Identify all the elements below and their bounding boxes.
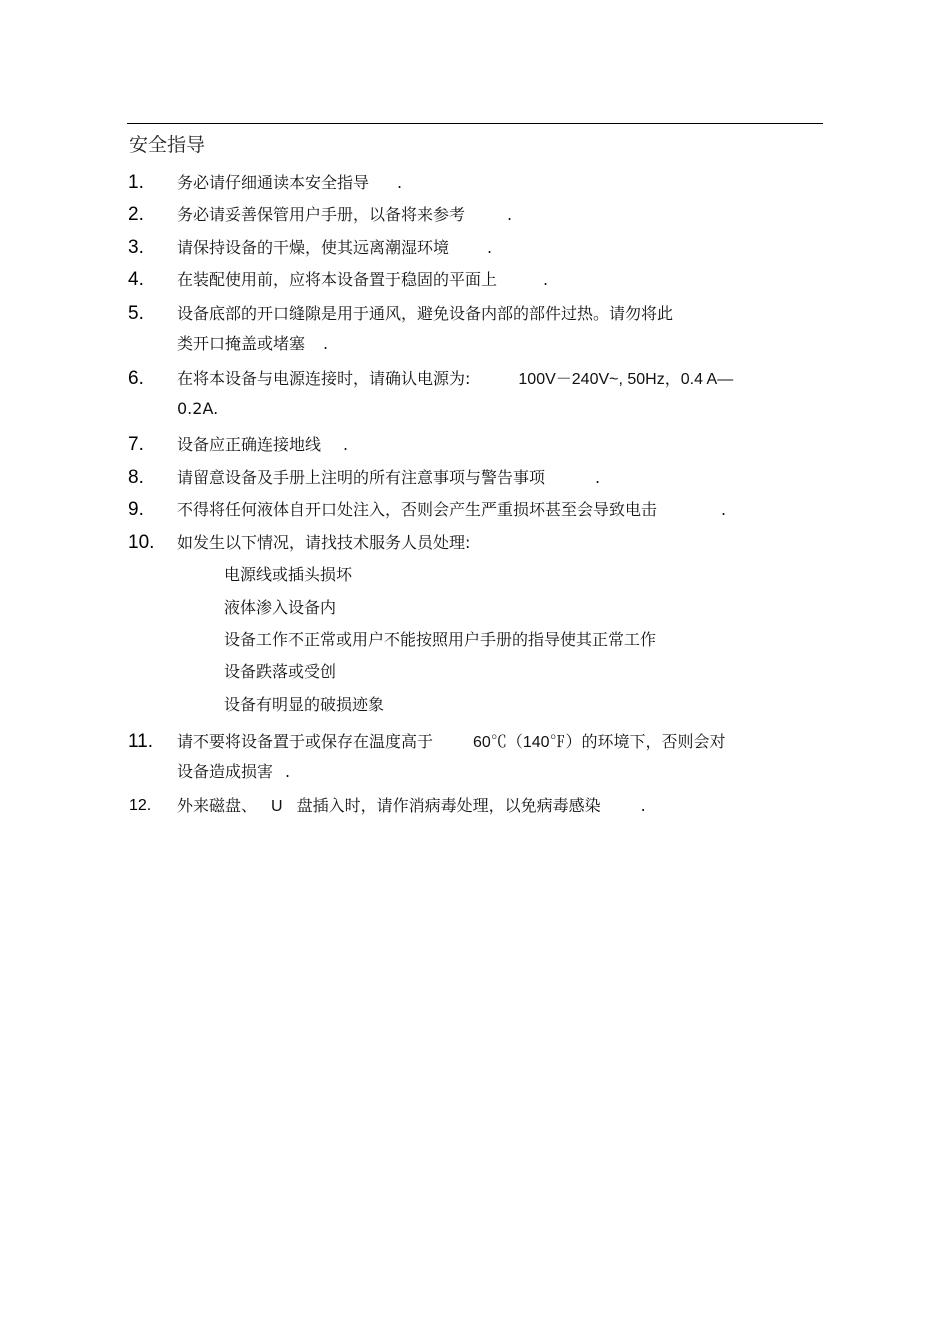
item-number: 11. (128, 731, 154, 752)
item-text: 务必请妥善保管用户手册，以备将来参考 . (177, 205, 513, 224)
sub-item: 液体渗入设备内 (224, 598, 337, 617)
item-number: 10. (128, 532, 155, 553)
header-rule (127, 123, 823, 124)
sub-item: 电源线或插头损坏 (224, 565, 353, 584)
item-text-continued: 设备造成损害 . (177, 762, 291, 781)
item-number: 8. (128, 467, 144, 488)
item-number: 1. (128, 172, 144, 193)
item-text: 在装配使用前，应将本设备置于稳固的平面上 . (177, 270, 549, 289)
item-number: 4. (128, 269, 144, 290)
item-text: 请不要将设备置于或保存在温度高于 60℃（140℉）的环境下，否则会对 (177, 732, 726, 751)
item-text: 在将本设备与电源连接时，请确认电源为: 100V－240V~, 50Hz，0.4 A— (177, 369, 734, 388)
item-number: 9. (128, 499, 144, 520)
sub-item: 设备跌落或受创 (224, 662, 337, 681)
page-title: 安全指导 (129, 134, 206, 156)
item-number: 5. (128, 303, 144, 324)
item-text-continued: 类开口掩盖或堵塞 . (177, 334, 329, 353)
item-text: 请保持设备的干燥，使其远离潮湿环境 . (177, 238, 493, 257)
item-number: 12. (129, 797, 152, 814)
item-text: 设备底部的开口缝隙是用于通风，避免设备内部的部件过热。请勿将此 (177, 304, 674, 323)
item-number: 6. (128, 368, 144, 389)
item-text: 请留意设备及手册上注明的所有注意事项与警告事项 . (177, 468, 601, 487)
item-number: 2. (128, 204, 144, 225)
item-text: 外来磁盘、 U 盘插入时，请作消病毒处理，以免病毒感染 . (177, 796, 646, 815)
item-text-continued: 0.2A. (177, 399, 219, 418)
item-number: 7. (128, 434, 144, 455)
item-number: 3. (128, 237, 144, 258)
item-text: 如发生以下情况，请找技术服务人员处理: (177, 533, 471, 552)
sub-item: 设备有明显的破损迹象 (224, 695, 385, 714)
item-text: 务必请仔细通读本安全指导 . (177, 173, 403, 192)
item-text: 不得将任何液体自开口处注入，否则会产生严重损坏甚至会导致电击 . (177, 500, 727, 519)
sub-item: 设备工作不正常或用户不能按照用户手册的指导使其正常工作 (224, 630, 657, 649)
item-text: 设备应正确连接地线 . (177, 435, 349, 454)
